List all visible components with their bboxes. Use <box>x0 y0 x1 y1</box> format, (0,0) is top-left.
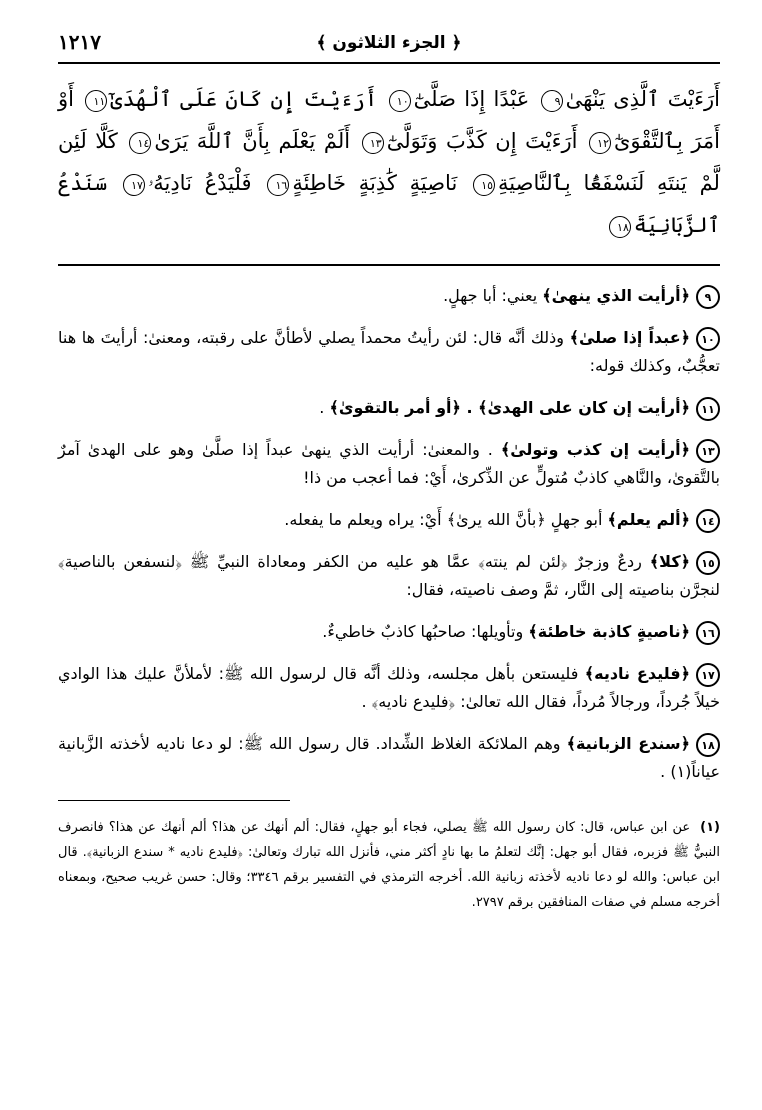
ayah-badge: ١٤ <box>696 509 720 533</box>
header-rule <box>58 62 720 64</box>
verses-rule <box>58 264 720 266</box>
tafsir-paragraph <box>58 394 720 422</box>
quoted-verse: ﴿ناصيةٍ كاذبة خاطئة﴾ <box>528 622 690 641</box>
ayah-number-marker: ١٦ <box>267 174 289 196</box>
quoted-verse: ﴿سندع الزبانية﴾ <box>566 734 691 753</box>
ayah-number-marker: ١٨ <box>609 216 631 238</box>
ayah-number-marker: ١٢ <box>589 132 611 154</box>
verse-text: أَرَءَيْتَ إِن كَذَّبَ وَتَوَلَّىٰٓ <box>386 129 578 153</box>
verse-text: فَلْيَدْعُ نَادِيَهُۥ <box>147 171 252 195</box>
quran-verses <box>58 78 720 246</box>
quoted-verse: ﴿ألم يعلم﴾ <box>607 510 690 529</box>
ayah-number-marker: ١٣ <box>362 132 384 154</box>
tafsir-paragraph <box>58 282 720 310</box>
commentary-text: فليستعن بأهل مجلسه، وذلك أنَّه قال لرسول الله ﷺ: لأملأنَّ عليك هذا الوادي خيلاً جُرداً، ورجالاً مُرداً، فقال الله تعالىٰ: ﴿فليدع ناديه﴾ . <box>58 664 720 711</box>
verse-text: كَلَّا لَئِن لَّمْ يَنتَهِ لَنَسْفَعًۢا بِٱلنَّاصِيَةِ <box>58 129 720 195</box>
ayah-badge: ١٥ <box>696 551 720 575</box>
tafsir-paragraph <box>58 506 720 534</box>
quoted-verse: ﴿فليدع ناديه﴾ <box>584 664 691 683</box>
commentary-text: وهم الملائكة الغلاظ الشِّداد. قال رسول الله ﷺ: لو دعا ناديه لأخذته الزَّبانية عياناً(١) . <box>58 734 720 781</box>
commentary-text: يعني: أبا جهلٍ. <box>443 286 543 305</box>
page-number: ١٢١٧ <box>58 30 101 54</box>
verse-text: أَرَءَيْتَ إِن كَانَ عَلَى ٱلْهُدَىٰٓ <box>110 87 378 111</box>
commentary-text: ردعٌ وزجرٌ ﴿لئن لم ينته﴾ عمَّا هو عليه من الكفر ومعاداة النبيِّ ﷺ ﴿لنسفعن بالناصية﴾ لنجرَّن بناصيته إلى النَّار، ثمَّ وصف ناصيته، فقال: <box>58 552 720 599</box>
tafsir-paragraph <box>58 660 720 716</box>
verse-text: أَلَمْ يَعْلَم بِأَنَّ ٱللَّهَ يَرَىٰ <box>154 129 351 153</box>
quoted-verse: ﴿عبداً إذا صلىٰ﴾ <box>569 328 691 347</box>
ayah-number-marker: ١٠ <box>389 90 411 112</box>
tafsir-paragraph <box>58 730 720 786</box>
verse-text: سَنَدْعُ ٱلزَّبَانِيَةَ <box>58 171 720 237</box>
tafsir-paragraph <box>58 324 720 380</box>
juz-title: ﴿ الجزء الثلاثون ﴾ <box>316 33 462 53</box>
commentary-text: . <box>319 398 330 417</box>
footnote <box>58 815 720 915</box>
tafsir-paragraph <box>58 436 720 492</box>
ayah-number-marker: ١٥ <box>473 174 495 196</box>
quoted-verse: ﴿أرأيت إن كان على الهدىٰ﴾ . ﴿أو أمر بالتقوىٰ﴾ <box>329 398 690 417</box>
tafsir-paragraph <box>58 618 720 646</box>
verse-text: نَاصِيَةٍ كَٰذِبَةٍ خَاطِئَةٍ <box>292 171 458 195</box>
verse-text: أَوْ أَمَرَ بِٱلتَّقْوَىٰٓ <box>58 87 721 153</box>
quoted-verse: ﴿أرأيت إن كذب وتولىٰ﴾ <box>500 440 691 459</box>
ayah-badge: ١٨ <box>696 733 720 757</box>
quoted-verse: ﴿أرأيت الذي ينهىٰ﴾ <box>542 286 690 305</box>
ayah-badge: ١١ <box>696 397 720 421</box>
commentary-text: وتأويلها: صاحبُها كاذبٌ خاطيءٌ. <box>322 622 529 641</box>
footnote-number: (١) <box>700 820 720 835</box>
commentary-text: أبو جهلٍ ﴿بأنَّ الله يرىٰ﴾ أَيْ: يراه ويعلم ما يفعله. <box>284 510 608 529</box>
page-header <box>58 28 720 62</box>
ayah-number-marker: ١٤ <box>129 132 151 154</box>
footnote-text: عن ابن عباس، قال: كان رسول الله ﷺ يصلي، فجاء أبو جهلٍ، فقال: ألم أنهك عن هذا؟ ألم أنهك عن هذا؟ فانصرف النبيُّ ﷺ فزبره، فقال أبو جهل: إنَّك لتعلمُ ما بها نادٍ أكثر مني، فأنزل الله تبارك وتعالىٰ: ﴿فليدع ناديه * سندع الزبانية﴾. قال ابن عباس: والله لو دعا ناديه لأخذته زبانية الله. أخرجه الترمذي في التفسير برقم ٣٣٤٦؛ وقال: حسن غريب صحيح، وبمعناه أخرجه مسلم في صفات المنافقين برقم ٢٧٩٧. <box>58 820 720 910</box>
ayah-badge: ١٦ <box>696 621 720 645</box>
ayah-badge: ١٠ <box>696 327 720 351</box>
ayah-number-marker: ١٧ <box>123 174 145 196</box>
verse-text: عَبْدًا إِذَا صَلَّىٰٓ <box>413 87 530 111</box>
page <box>58 28 720 915</box>
ayah-badge: ٩ <box>696 285 720 309</box>
ayah-number-marker: ١١ <box>85 90 107 112</box>
ayah-badge: ١٣ <box>696 439 720 463</box>
footnote-rule <box>58 800 290 801</box>
quoted-verse: ﴿كلا﴾ <box>649 552 690 571</box>
commentary-text: . والمعنىٰ: أرأيت الذي ينهىٰ عبداً إذا صلَّىٰ وهو على الهدىٰ آمرٌ بالتَّقوىٰ، والنَّاهي كاذبٌ مُتولٍّ عن الذِّكرىٰ، أَيْ: فما أعجب من ذا! <box>58 440 720 487</box>
ayah-badge: ١٧ <box>696 663 720 687</box>
commentary-text: وذلك أنَّه قال: لئن رأيتُ محمداً يصلي لأطأنَّ على رقبته، ومعنىٰ: أرأيتَ ها هنا تعجُّبٌ، وكذلك قوله: <box>58 328 720 375</box>
tafsir-paragraph <box>58 548 720 604</box>
tafsir-section <box>58 282 720 786</box>
verse-text: أَرَءَيْتَ ٱلَّذِى يَنْهَىٰ <box>565 87 721 111</box>
ayah-number-marker: ٩ <box>541 90 563 112</box>
